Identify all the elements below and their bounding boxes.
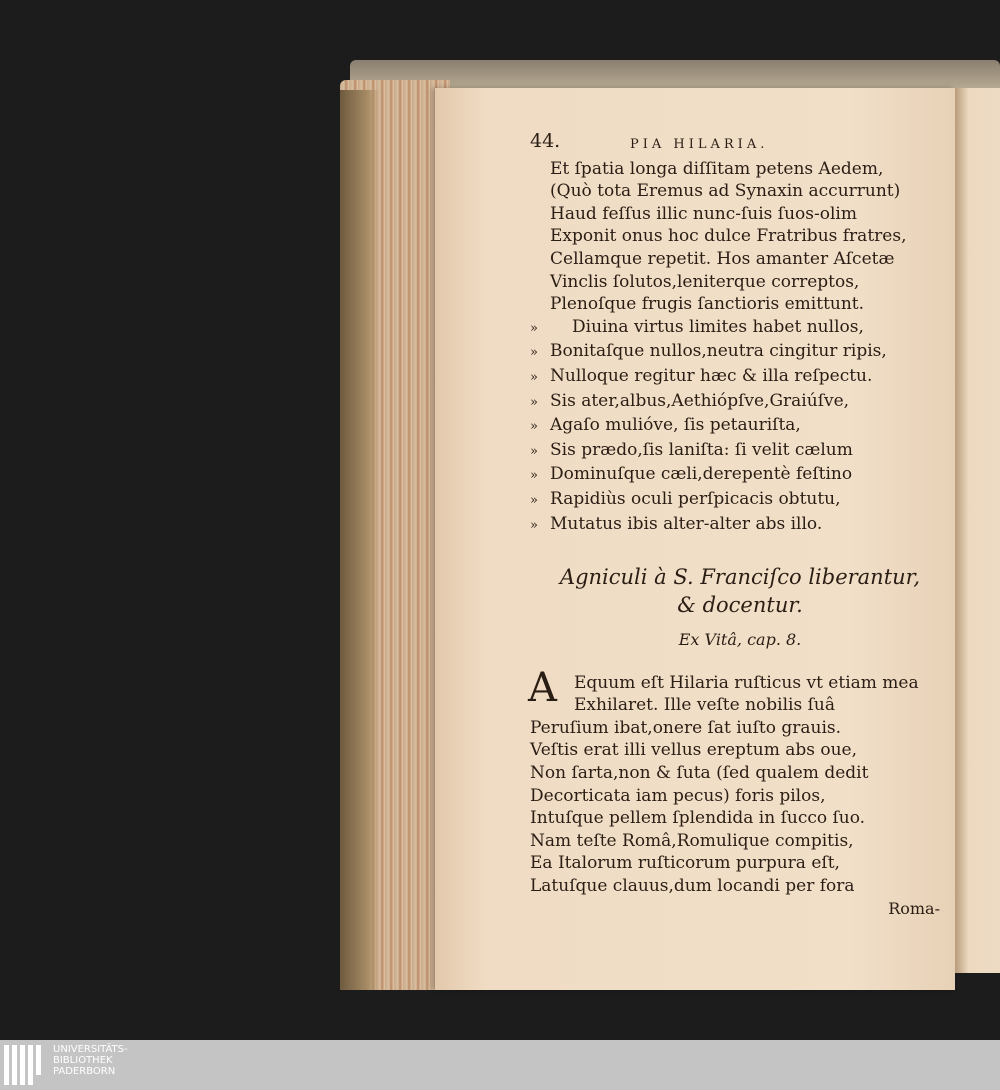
quotation-marker: » <box>530 394 538 410</box>
drop-cap: A <box>528 664 557 711</box>
verse-line: Intuſque pellem ſplendida in ſucco ſuo. <box>530 808 866 829</box>
quotation-marker: » <box>530 369 538 385</box>
verse-line-text: Haud feſſus illic nunc-ſuis ſuos-olim <box>550 203 857 224</box>
verse-line <box>530 248 950 271</box>
verse-line <box>530 390 950 415</box>
source-reference: Ex Vitâ, cap. 8. <box>678 630 802 650</box>
library-logo-icon <box>4 1045 46 1085</box>
verse-line-text: Sis prædo,ſis laniſta: ſi velit cælum <box>550 439 853 460</box>
verse-line: Latuſque clauus,dum locandi per fora <box>530 876 855 897</box>
verse-line-text: Exponit onus hoc dulce Fratribus fratres, <box>550 226 907 247</box>
verse-line-text: Rapidiùs oculi perſpicacis obtutu, <box>550 488 841 509</box>
facing-page-edge <box>955 88 1000 973</box>
verse-line-text: Cellamque repetit. Hos amanter Aſcetæ <box>550 248 895 269</box>
verse-line <box>530 158 950 181</box>
page-header <box>530 130 950 157</box>
verse-block-1 <box>530 158 950 538</box>
verse-block-2 <box>530 717 950 898</box>
verse-line-text: Bonitaſque nullos,neutra cingitur ripis, <box>550 341 887 362</box>
verse-line <box>530 316 950 341</box>
quotation-marker: » <box>530 492 538 508</box>
verse-line <box>530 225 950 248</box>
quotation-marker: » <box>530 443 538 459</box>
library-name: UNIVERSITÄTS- BIBLIOTHEK PADERBORN <box>53 1044 128 1077</box>
verse-line-text: Agaſo mulióve, ſis petauriſta, <box>550 415 801 436</box>
verse-line: Equum eſt Hilaria ruſticus vt etiam mea <box>574 672 919 693</box>
verse-line: Decorticata iam pecus) foris pilos, <box>530 785 826 806</box>
verse-line <box>530 513 950 538</box>
verse-line <box>530 203 950 226</box>
verse-line: Exhilaret. Ille veſte nobilis ſuâ <box>574 695 835 716</box>
catchword: Roma- <box>888 898 940 918</box>
verse-line <box>530 293 950 316</box>
verse-line: Ea Italorum ruſticorum purpura eſt, <box>530 853 840 874</box>
verse-line-text: Dominuſque cæli,derepentè feſtino <box>550 464 853 485</box>
quotation-marker: » <box>530 468 538 484</box>
verse-line-text: Diuina virtus limites habet nullos, <box>572 316 864 337</box>
verse-line-text: Mutatus ibis alter-alter abs illo. <box>550 513 823 534</box>
verse-line <box>530 180 950 203</box>
verse-line <box>530 488 950 513</box>
verse-line-text: (Quò tota Eremus ad Synaxin accurrunt) <box>550 181 901 202</box>
spine <box>340 90 380 990</box>
section-title-line-1: Agniculi à S. Franciſco liberantur, <box>559 565 921 590</box>
verse-line <box>530 439 950 464</box>
quotation-marker: » <box>530 419 538 435</box>
verse-line <box>530 365 950 390</box>
verse-line-text: Plenoſque frugis ſanctioris emittunt. <box>550 294 865 315</box>
quotation-marker: » <box>530 345 538 361</box>
quotation-marker: » <box>530 517 538 533</box>
drop-cap-paragraph <box>528 664 950 717</box>
verse-line <box>530 414 950 439</box>
quotation-marker: » <box>530 320 538 336</box>
section-title <box>530 563 950 619</box>
page-number: 44. <box>530 130 561 152</box>
verse-line-text: Nulloque regitur hæc & illa reſpectu. <box>550 365 873 386</box>
verse-line <box>530 340 950 365</box>
section-title-line-2: & docentur. <box>677 593 803 618</box>
verse-line-text: Sis ater,albus,Aethiópſve,Graiúſve, <box>550 390 850 411</box>
verse-line: Veſtis erat illi vellus ereptum abs oue, <box>530 740 858 761</box>
verse-line-text: Et ſpatia longa diſſitam petens Aedem, <box>550 158 884 179</box>
verse-line <box>530 271 950 294</box>
verse-line: Non ſarta,non & ſuta (ſed qualem dedit <box>530 763 869 784</box>
footer-bar <box>0 1040 1000 1090</box>
verse-line: Nam teſte Româ,Romulique compitis, <box>530 830 854 851</box>
page-text <box>530 130 950 920</box>
verse-line <box>530 463 950 488</box>
running-title: PIA HILARIA. <box>630 137 769 152</box>
verse-line: Peruſium ibat,onere ſat iuſto grauis. <box>530 717 842 738</box>
verse-line-text: Vinclis ſolutos,leniterque correptos, <box>550 271 860 292</box>
